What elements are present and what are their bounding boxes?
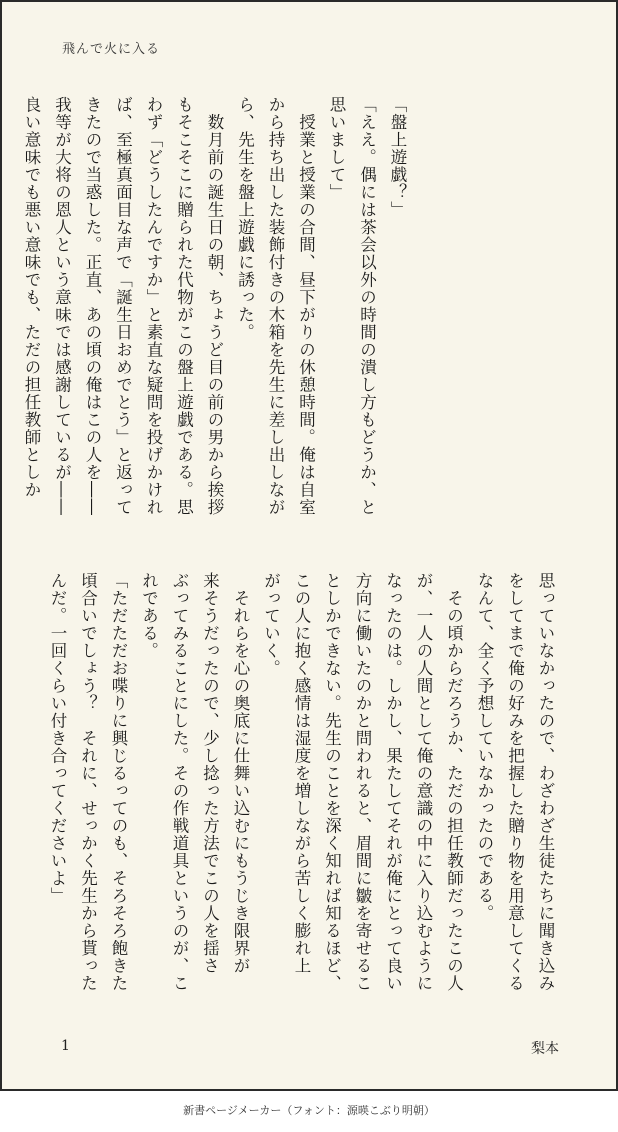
text-column: きたので当惑した。正直、あの頃の俺はこの人を―― (83, 96, 102, 516)
text-column: 頃合いでしょう？ それに、せっかく先生から貰った (78, 572, 98, 992)
text-column: 授業と授業の合間、昼下がりの休憩時間。俺は自室 (296, 96, 316, 516)
text-column: 我等が大将の恩人という意味では感謝しているが―― (52, 96, 72, 516)
text-column: ら、先生を盤上遊戯に誘った。 (235, 96, 255, 341)
text-column: ぶってみることにした。その作戦道具というのが、こ (170, 572, 189, 992)
text-column: をしてまで俺の好みを把握した贈り物を用意してくる (505, 572, 525, 992)
text-column: から持ち出した装飾付きの木箱を先生に差し出しなが (266, 96, 285, 516)
lower-text-block (42, 572, 561, 1012)
text-column: 思っていなかったので、わざわざ生徒たちに聞き込み (536, 572, 555, 992)
text-column: なんて、全く予想していなかったのである。 (475, 572, 494, 922)
upper-text-block (16, 96, 413, 536)
text-column: その頃からだろうか、ただの担任教師だったこの人 (444, 572, 464, 992)
author-name: 梨本 (531, 1041, 559, 1057)
text-column: わず「どうしたんですか」と素直な疑問を投げかけれ (144, 96, 163, 516)
text-column: んだ。一回くらい付き合ってくださいよ」 (48, 572, 67, 905)
text-column: ば、至極真面目な声で「誕生日おめでとう」と返って (113, 96, 133, 516)
text-column: 数月前の誕生日の朝、ちょうど目の前の男から挨拶 (205, 96, 224, 516)
text-column: 来そうだったので、少し捻った方法でこの人を揺さ (200, 572, 220, 975)
text-column: 方向に働いたのかと問われると、眉間に皺を寄せるこ (353, 572, 372, 992)
running-title: 飛んで火に入る (62, 42, 161, 57)
text-column: この人に抱く感情は湿度を増しながら苦しく膨れ上 (292, 572, 311, 975)
text-column: 「盤上遊戯？」 (388, 96, 407, 219)
text-column: が、一人の人間として俺の意識の中に入り込むように (414, 572, 433, 992)
text-column: なったのは。しかし、果たしてそれが俺にとって良い (383, 572, 403, 992)
text-column: がっていく。 (261, 572, 281, 677)
text-column: それらを心の奥底に仕舞い込むにもうじき限界が (231, 572, 250, 975)
text-column: 「ええ。偶には茶会以外の時間の潰し方もどうか、と (357, 96, 377, 516)
text-column: 思いまして」 (327, 96, 346, 201)
text-column: としかできない。先生のことを深く知れば知るほど、 (322, 572, 342, 992)
text-column: 「ただただお喋りに興じるってのも、そろそろ飽きた (109, 572, 128, 992)
page-number: 1 (61, 1038, 70, 1054)
text-column: れである。 (139, 572, 159, 660)
generator-credit: 新書ページメーカー（フォント：源暎こぶり明朝） (183, 1104, 435, 1117)
text-column: 良い意味でも悪い意味でも、ただの担任教師としか (22, 96, 41, 499)
text-column: もそこそこに贈られた代物がこの盤上遊戯である。思 (174, 96, 194, 516)
